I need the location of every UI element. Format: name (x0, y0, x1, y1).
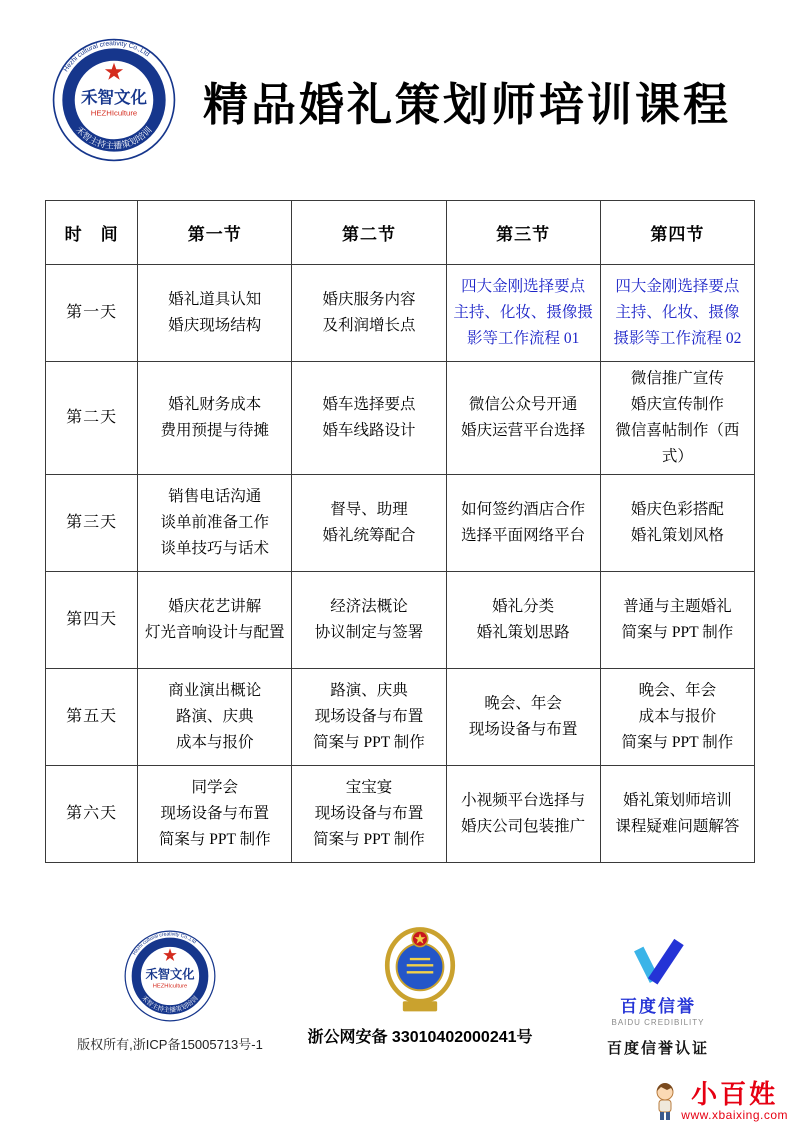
police-badge-svg (381, 926, 459, 1014)
course-cell: 婚庆服务内容 及利润增长点 (292, 265, 446, 362)
baidu-credit-title: 百度信誉 (620, 997, 696, 1016)
column-header: 第一节 (138, 201, 292, 265)
course-cell: 路演、庆典 现场设备与布置 简案与 PPT 制作 (292, 669, 446, 766)
day-label: 第六天 (46, 766, 138, 863)
course-table (45, 200, 755, 863)
baidu-credit-caption: 百度信誉认证 (606, 1040, 709, 1057)
column-header: 第四节 (600, 201, 754, 265)
day-label: 第三天 (46, 475, 138, 572)
table-row (46, 669, 755, 766)
security-record-text: 浙公网安备 33010402000241号 (307, 1029, 533, 1046)
baidu-credit-subtitle: BAIDU CREDIBILITY (611, 1018, 705, 1027)
footer-copyright-block (68, 930, 272, 1053)
course-cell: 晚会、年会 现场设备与布置 (446, 669, 600, 766)
day-label: 第五天 (46, 669, 138, 766)
baidu-v-svg (630, 938, 686, 988)
logo-ring-top-text: Hezhi cultural creativity Co.,Ltd (62, 40, 151, 74)
course-cell: 婚礼策划师培训 课程疑难问题解答 (600, 766, 754, 863)
header (52, 38, 758, 162)
course-cell: 婚礼分类 婚礼策划思路 (446, 572, 600, 669)
course-cell: 微信公众号开通 婚庆运营平台选择 (446, 362, 600, 475)
table-row (46, 572, 755, 669)
site-watermark (652, 1078, 788, 1122)
column-header: 时 间 (46, 201, 138, 265)
logo-name: 禾智文化 (80, 88, 148, 108)
footer-company-logo (124, 930, 216, 1022)
course-cell: 宝宝宴 现场设备与布置 简案与 PPT 制作 (292, 766, 446, 863)
course-cell: 婚车选择要点 婚车线路设计 (292, 362, 446, 475)
course-cell: 婚礼道具认知 婚庆现场结构 (138, 265, 292, 362)
table-row (46, 362, 755, 475)
logo-name: 禾智文化 (145, 967, 195, 982)
course-cell: 销售电话沟通 谈单前准备工作 谈单技巧与话术 (138, 475, 292, 572)
course-cell: 晚会、年会 成本与报价 简案与 PPT 制作 (600, 669, 754, 766)
course-cell: 婚礼财务成本 费用预提与待摊 (138, 362, 292, 475)
table-row (46, 475, 755, 572)
course-cell: 小视频平台选择与 婚庆公司包装推广 (446, 766, 600, 863)
course-cell: 婚庆花艺讲解 灯光音响设计与配置 (138, 572, 292, 669)
page-title: 精品婚礼策划师培训课程 (202, 79, 731, 130)
course-cell: 四大金刚选择要点 主持、化妆、摄像 摄影等工作流程 02 (600, 265, 754, 362)
column-header: 第三节 (446, 201, 600, 265)
table-row (46, 265, 755, 362)
course-cell: 微信推广宣传 婚庆宣传制作 微信喜帖制作（西式） (600, 362, 754, 475)
course-cell: 普通与主题婚礼 简案与 PPT 制作 (600, 572, 754, 669)
day-label: 第四天 (46, 572, 138, 669)
course-table-body (46, 265, 755, 863)
logo-subtitle: HEZHIculture (152, 983, 188, 990)
logo-subtitle: HEZHIculture (90, 108, 138, 118)
logo-ring-bottom-text: 禾智主持主播策划培训 (74, 124, 154, 151)
watermark-text (681, 1078, 788, 1122)
mascot-svg (652, 1082, 678, 1122)
police-badge-icon (381, 926, 459, 1014)
column-header: 第二节 (292, 201, 446, 265)
hezhi-logo-icon (124, 930, 216, 1022)
logo-ring-top-text: Hezhi cultural creativity Co.,Ltd (131, 931, 198, 957)
watermark-brand: 小百姓 (691, 1078, 779, 1109)
footer-security-block (298, 926, 542, 1047)
course-cell: 如何签约酒店合作 选择平面网络平台 (446, 475, 600, 572)
day-label: 第二天 (46, 362, 138, 475)
course-table-head-row (46, 201, 755, 265)
course-schedule (45, 200, 755, 863)
watermark-url: www.xbaixing.com (681, 1108, 788, 1122)
day-label: 第一天 (46, 265, 138, 362)
baidu-credibility-icon (630, 938, 686, 988)
company-logo (52, 38, 176, 162)
mascot-icon (652, 1082, 678, 1122)
table-row (46, 766, 755, 863)
logo-ring-bottom-text: 禾智主持主播策划培训 (139, 994, 200, 1015)
hezhi-logo-icon (52, 38, 176, 162)
course-cell: 婚庆色彩搭配 婚礼策划风格 (600, 475, 754, 572)
icp-record-text: 版权所有,浙ICP备15005713号-1 (77, 1037, 263, 1052)
course-cell: 同学会 现场设备与布置 简案与 PPT 制作 (138, 766, 292, 863)
course-cell: 四大金刚选择要点 主持、化妆、摄像摄 影等工作流程 01 (446, 265, 600, 362)
course-cell: 督导、助理 婚礼统筹配合 (292, 475, 446, 572)
course-cell: 商业演出概论 路演、庆典 成本与报价 (138, 669, 292, 766)
footer-baidu-block (568, 938, 748, 1058)
course-cell: 经济法概论 协议制定与签署 (292, 572, 446, 669)
